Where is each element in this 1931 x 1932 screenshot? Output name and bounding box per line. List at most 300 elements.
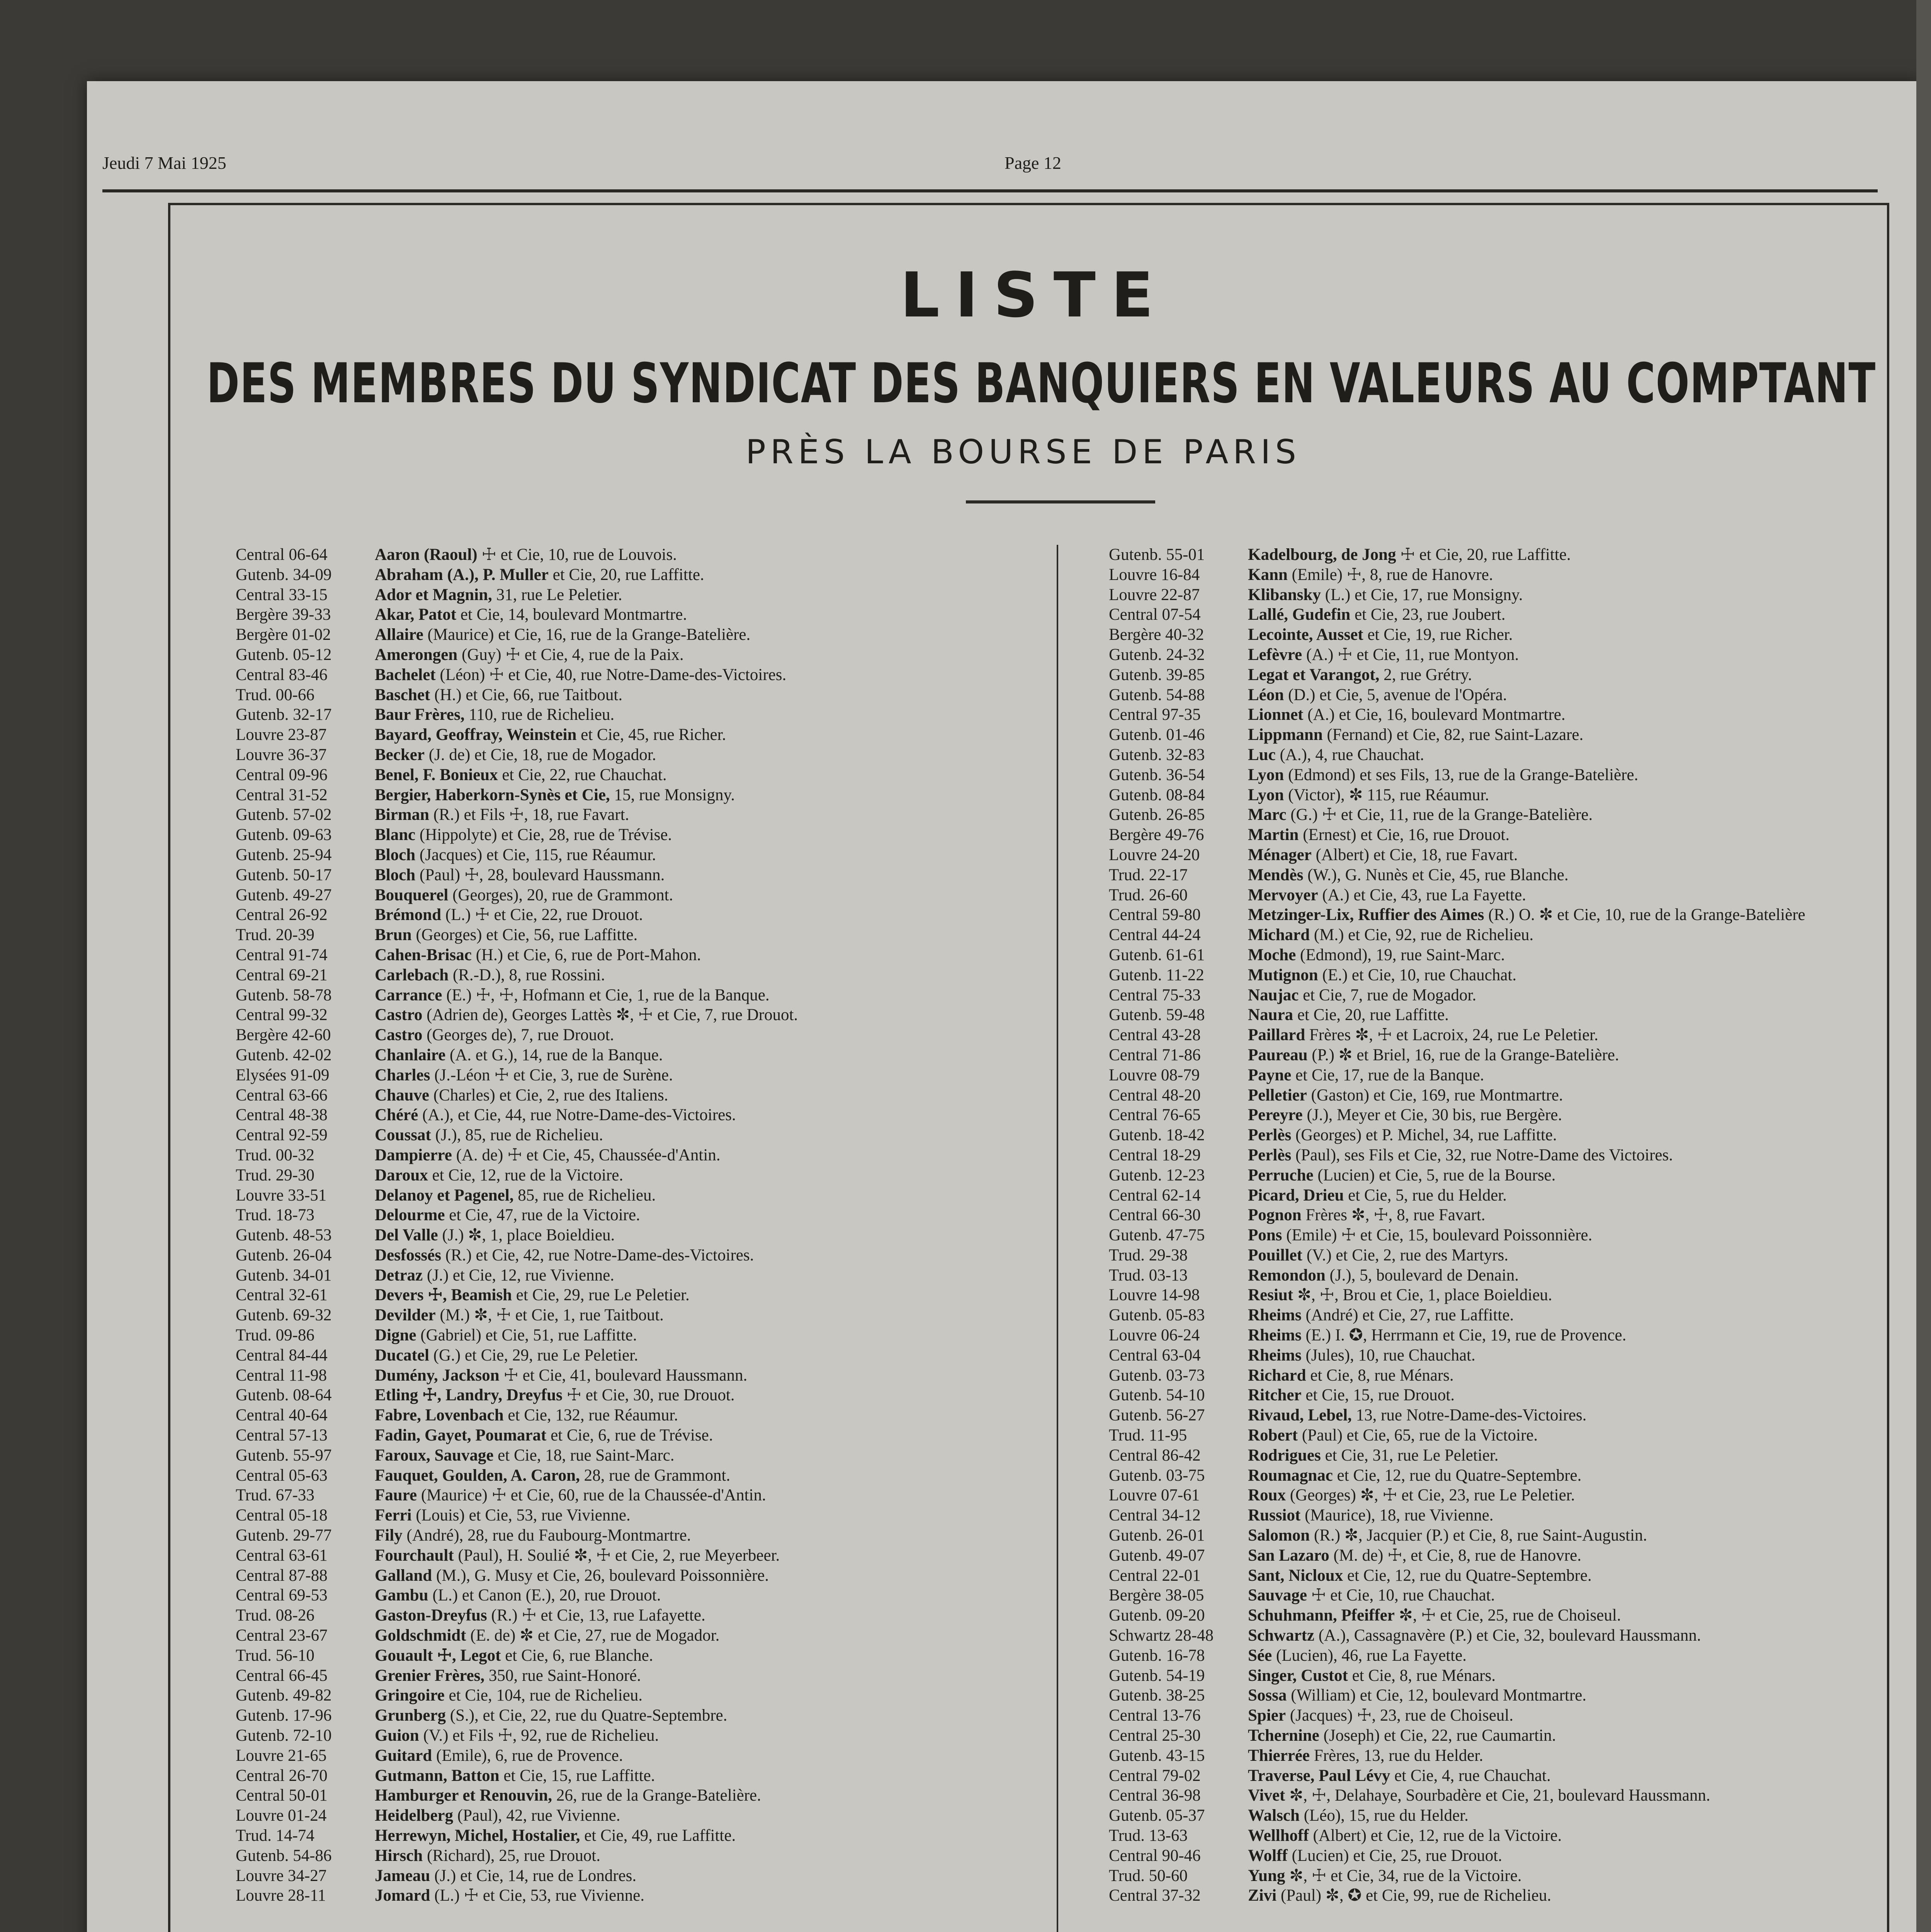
member-name: Birman xyxy=(375,806,429,824)
member-address: (Ernest) et Cie, 16, rue Drouot. xyxy=(1299,826,1510,844)
member-entry xyxy=(1109,885,1878,905)
member-phone: Gutenb. 17-96 xyxy=(236,1706,332,1725)
member-address: (Richard), 25, rue Drouot. xyxy=(423,1846,600,1865)
member-phone: Trud. 50-60 xyxy=(1109,1866,1188,1885)
member-entry xyxy=(236,1045,1055,1065)
member-name: Coussat xyxy=(375,1126,431,1145)
member-phone: Central 07-54 xyxy=(1109,605,1201,624)
member-address: (Jules), 10, rue Chauchat. xyxy=(1301,1346,1475,1364)
member-address: (R.-D.), 8, rue Rossini. xyxy=(449,966,605,984)
member-phone: Gutenb. 05-37 xyxy=(1109,1806,1205,1825)
member-address: ☩ et Cie, 30, rue Drouot. xyxy=(562,1386,735,1405)
member-name: Salomon xyxy=(1248,1526,1310,1545)
member-phone: Central 79-02 xyxy=(1109,1766,1201,1785)
member-name: Paureau xyxy=(1248,1046,1308,1064)
member-name: Ducatel xyxy=(375,1346,429,1364)
member-phone: Gutenb. 18-42 xyxy=(1109,1126,1205,1145)
member-name: Faure xyxy=(375,1486,417,1505)
member-phone: Louvre 01-24 xyxy=(236,1806,327,1825)
member-phone: Trud. 18-73 xyxy=(236,1206,314,1225)
member-name: Herrewyn, Michel, Hostalier, xyxy=(375,1827,580,1845)
member-address: (V.) et Fils ☩, 92, rue de Richelieu. xyxy=(419,1726,659,1745)
member-name: Allaire xyxy=(375,626,423,644)
member-address: (G.) ☩ et Cie, 11, rue de la Grange-Batelière. xyxy=(1286,806,1593,824)
member-entry xyxy=(236,1485,1055,1505)
member-name: Bergier, Haberkorn-Synès et Cie, xyxy=(375,786,610,804)
member-name: Cahen-Brisac xyxy=(375,946,472,964)
member-address: (Paul), H. Soulié ✼, ☩ et Cie, 2, rue Meyerbeer. xyxy=(454,1546,780,1565)
member-entry xyxy=(1109,605,1878,625)
member-address: et Cie, 19, rue Richer. xyxy=(1363,626,1513,644)
member-name: Goldschmidt xyxy=(375,1626,466,1645)
member-phone: Central 22-01 xyxy=(1109,1566,1201,1585)
member-entry xyxy=(1109,705,1878,725)
member-name: Picard, Drieu xyxy=(1248,1186,1344,1204)
member-phone: Gutenb. 24-32 xyxy=(1109,645,1205,664)
member-address: et Cie, 23, rue Joubert. xyxy=(1350,605,1506,624)
member-name: Wolff xyxy=(1248,1846,1288,1865)
member-phone: Gutenb. 26-01 xyxy=(1109,1526,1205,1545)
member-entry xyxy=(1109,1305,1878,1325)
member-name: Sée xyxy=(1248,1646,1272,1665)
member-entry xyxy=(1109,625,1878,645)
member-entry xyxy=(1109,1105,1878,1125)
member-phone: Gutenb. 26-04 xyxy=(236,1246,332,1264)
member-address: (Maurice), 18, rue Vivienne. xyxy=(1300,1506,1494,1525)
member-entry xyxy=(1109,1546,1878,1566)
member-phone: Trud. 29-30 xyxy=(236,1166,314,1184)
member-name: Gaston-Dreyfus xyxy=(375,1606,487,1625)
member-phone: Trud. 09-86 xyxy=(236,1326,314,1345)
member-phone: Central 92-59 xyxy=(236,1126,328,1145)
member-phone: Gutenb. 49-27 xyxy=(236,886,332,904)
member-phone: Central 63-66 xyxy=(236,1086,328,1104)
member-entry xyxy=(236,1646,1055,1666)
member-phone: Louvre 08-79 xyxy=(1109,1066,1200,1084)
member-name: Mendès xyxy=(1248,866,1304,884)
member-name: Lecointe, Ausset xyxy=(1248,626,1363,644)
member-address: (M. de) ☩, et Cie, 8, rue de Hanovre. xyxy=(1329,1546,1581,1565)
member-address: (V.) et Cie, 2, rue des Martyrs. xyxy=(1302,1246,1508,1264)
member-name: Luc xyxy=(1248,745,1276,764)
member-entry xyxy=(236,1225,1055,1245)
member-entry xyxy=(1109,725,1878,745)
member-phone: Louvre 21-65 xyxy=(236,1746,327,1765)
member-name: Legat et Varangot, xyxy=(1248,665,1380,684)
member-name: Chanlaire xyxy=(375,1046,446,1064)
member-address: et Cie, 12, rue du Quatre-Septembre. xyxy=(1333,1466,1582,1485)
member-address: (Charles) et Cie, 2, rue des Italiens. xyxy=(429,1086,668,1104)
member-address: (Albert) et Cie, 12, rue de la Victoire. xyxy=(1309,1827,1562,1845)
member-entry xyxy=(236,1305,1055,1325)
member-name: Brémond xyxy=(375,906,441,924)
member-entry xyxy=(236,1385,1055,1405)
member-entry xyxy=(236,785,1055,805)
member-entry xyxy=(1109,1366,1878,1386)
member-phone: Gutenb. 03-75 xyxy=(1109,1466,1205,1485)
member-entry xyxy=(1109,1786,1878,1806)
member-entry xyxy=(1109,1405,1878,1425)
member-phone: Gutenb. 38-25 xyxy=(1109,1686,1205,1705)
member-entry xyxy=(236,1746,1055,1766)
member-phone: Trud. 00-66 xyxy=(236,685,314,704)
member-entry xyxy=(1109,1485,1878,1505)
member-phone: Central 26-70 xyxy=(236,1766,328,1785)
member-name: Jomard xyxy=(375,1886,430,1905)
member-phone: Central 97-35 xyxy=(1109,706,1201,724)
member-phone: Central 11-98 xyxy=(236,1366,327,1384)
members-list-left xyxy=(236,545,1055,1932)
member-entry xyxy=(1109,1666,1878,1686)
members-list-right xyxy=(1109,545,1878,1932)
member-entry xyxy=(236,1585,1055,1605)
member-address: (R.) et Fils ☩, 18, rue Favart. xyxy=(429,806,629,824)
member-name: Singer, Custot xyxy=(1248,1666,1348,1685)
member-phone: Central 57-13 xyxy=(236,1426,328,1445)
member-phone: Bergère 40-32 xyxy=(1109,626,1204,644)
member-name: Carrance xyxy=(375,986,442,1004)
member-phone: Central 63-04 xyxy=(1109,1346,1201,1364)
member-address: et Cie, 18, rue Saint-Marc. xyxy=(493,1446,675,1464)
member-address: et Cie, 20, rue Laffitte. xyxy=(548,565,704,584)
member-address: (M.) et Cie, 92, rue de Richelieu. xyxy=(1310,926,1534,944)
member-name: Chauve xyxy=(375,1086,429,1104)
member-address: (Hippolyte) et Cie, 28, rue de Trévise. xyxy=(415,826,672,844)
member-address: (William) et Cie, 12, boulevard Montmartre. xyxy=(1287,1686,1587,1705)
member-entry xyxy=(1109,905,1878,925)
member-entry xyxy=(236,685,1055,705)
member-phone: Louvre 23-87 xyxy=(236,726,327,744)
member-address: ☩ et Cie, 20, rue Laffitte. xyxy=(1396,546,1571,564)
member-address: (André), 28, rue du Faubourg-Montmartre. xyxy=(402,1526,691,1545)
member-phone: Central 33-15 xyxy=(236,585,328,604)
member-name: Traverse, Paul Lévy xyxy=(1248,1766,1390,1785)
member-name: Bloch xyxy=(375,845,416,864)
member-phone: Central 18-29 xyxy=(1109,1146,1201,1164)
member-address: (Paul), 42, rue Vivienne. xyxy=(453,1806,620,1825)
member-entry xyxy=(1109,1285,1878,1305)
member-name: Paillard xyxy=(1248,1026,1305,1044)
member-address: (A. et G.), 14, rue de la Banque. xyxy=(445,1046,663,1064)
member-name: Ménager xyxy=(1248,845,1312,864)
member-name: Mervoyer xyxy=(1248,886,1318,904)
member-name: Blanc xyxy=(375,826,416,844)
member-address: ✼, ☩ et Cie, 25, rue de Choiseul. xyxy=(1394,1606,1621,1625)
member-address: (Albert) et Cie, 18, rue Favart. xyxy=(1311,845,1518,864)
member-name: Dumény, Jackson xyxy=(375,1366,500,1384)
member-name: Heidelberg xyxy=(375,1806,454,1825)
member-phone: Gutenb. 54-19 xyxy=(1109,1666,1205,1685)
member-entry xyxy=(236,945,1055,965)
member-phone: Trud. 00-32 xyxy=(236,1146,314,1164)
member-entry xyxy=(236,645,1055,665)
member-name: Sant, Nicloux xyxy=(1248,1566,1343,1585)
member-phone: Gutenb. 69-32 xyxy=(236,1306,332,1325)
member-name: Gutmann, Batton xyxy=(375,1766,500,1785)
member-entry xyxy=(1109,785,1878,805)
member-entry xyxy=(1109,1145,1878,1165)
member-address: et Cie, 132, rue Réaumur. xyxy=(503,1406,678,1425)
member-address: (Léo), 15, rue du Helder. xyxy=(1299,1806,1469,1825)
member-phone: Gutenb. 43-15 xyxy=(1109,1746,1205,1765)
member-entry xyxy=(236,1726,1055,1746)
member-phone: Gutenb. 34-01 xyxy=(236,1266,332,1284)
member-phone: Trud. 13-63 xyxy=(1109,1827,1188,1845)
member-name: Moche xyxy=(1248,946,1296,964)
member-phone: Gutenb. 50-17 xyxy=(236,866,332,884)
member-address: et Cie, 22, rue Chauchat. xyxy=(498,765,667,784)
member-name: Castro xyxy=(375,1026,423,1044)
member-address: et Cie, 45, rue Richer. xyxy=(576,726,726,744)
member-address: (L.) ☩ et Cie, 53, rue Vivienne. xyxy=(430,1886,644,1905)
member-name: Rodrigues xyxy=(1248,1446,1321,1464)
member-entry xyxy=(236,625,1055,645)
member-address: (W.), G. Nunès et Cie, 45, rue Blanche. xyxy=(1303,866,1569,884)
member-entry xyxy=(1109,1505,1878,1526)
member-phone: Gutenb. 39-85 xyxy=(1109,665,1205,684)
member-address: (Georges de), 7, rue Drouot. xyxy=(422,1026,614,1044)
member-name: Grunberg xyxy=(375,1706,446,1725)
member-entry xyxy=(1109,1225,1878,1245)
member-address: (A.), 4, rue Chauchat. xyxy=(1275,745,1424,764)
member-address: (S.), et Cie, 22, rue du Quatre-Septembre. xyxy=(445,1706,728,1725)
member-phone: Gutenb. 09-20 xyxy=(1109,1606,1205,1625)
member-name: Aaron (Raoul) xyxy=(375,546,478,564)
member-name: Fabre, Lovenbach xyxy=(375,1406,504,1425)
member-address: et Cie, 17, rue de la Banque. xyxy=(1291,1066,1484,1084)
member-name: Gambu xyxy=(375,1586,428,1605)
member-address: (E. de) ✼ et Cie, 27, rue de Mogador. xyxy=(466,1626,720,1645)
member-address: et Cie, 104, rue de Richelieu. xyxy=(444,1686,643,1705)
member-name: Perlès xyxy=(1248,1126,1292,1145)
member-address: (Léon) ☩ et Cie, 40, rue Notre-Dame-des-Victoires. xyxy=(435,665,787,684)
member-name: Bachelet xyxy=(375,665,436,684)
member-entry xyxy=(1109,1165,1878,1185)
member-phone: Central 37-32 xyxy=(1109,1886,1201,1905)
member-phone: Louvre 24-20 xyxy=(1109,845,1200,864)
title-rule xyxy=(966,500,1155,503)
member-address: (R.) ☩ et Cie, 13, rue Lafayette. xyxy=(487,1606,705,1625)
member-entry xyxy=(236,905,1055,925)
member-phone: Central 90-46 xyxy=(1109,1846,1201,1865)
member-entry xyxy=(1109,1245,1878,1265)
member-address: (G.) et Cie, 29, rue Le Peletier. xyxy=(429,1346,638,1364)
member-entry xyxy=(236,705,1055,725)
member-address: et Cie, 12, rue de la Victoire. xyxy=(428,1166,624,1184)
member-entry xyxy=(236,1846,1055,1866)
member-name: Robert xyxy=(1248,1426,1298,1445)
member-phone: Central 99-32 xyxy=(236,1006,328,1024)
member-address: (J.), 85, rue de Richelieu. xyxy=(431,1126,603,1145)
member-name: Sauvage xyxy=(1248,1586,1307,1605)
member-entry xyxy=(236,805,1055,825)
member-address: (L.) et Cie, 17, rue Monsigny. xyxy=(1321,585,1523,604)
member-phone: Louvre 07-61 xyxy=(1109,1486,1200,1505)
member-address: (M.) ✼, ☩ et Cie, 1, rue Taitbout. xyxy=(435,1306,664,1325)
member-name: Metzinger-Lix, Ruffier des Aimes xyxy=(1248,906,1484,924)
member-phone: Central 44-24 xyxy=(1109,926,1201,944)
member-phone: Gutenb. 05-83 xyxy=(1109,1306,1205,1325)
member-phone: Gutenb. 57-02 xyxy=(236,806,332,824)
member-entry xyxy=(1109,1706,1878,1726)
member-entry xyxy=(236,1265,1055,1286)
member-address: (Edmond) et ses Fils, 13, rue de la Grange-Batelière. xyxy=(1284,765,1639,784)
member-name: Resiut xyxy=(1248,1286,1294,1304)
member-name: Lyon xyxy=(1248,765,1284,784)
member-name: Fily xyxy=(375,1526,403,1545)
member-entry xyxy=(236,1025,1055,1045)
member-address: 350, rue Saint-Honoré. xyxy=(484,1666,641,1685)
member-entry xyxy=(1109,1746,1878,1766)
member-entry xyxy=(1109,825,1878,845)
member-address: (Gabriel) et Cie, 51, rue Laffitte. xyxy=(416,1326,637,1345)
member-entry xyxy=(236,825,1055,845)
member-entry xyxy=(1109,1466,1878,1486)
member-address: (Gaston) et Cie, 169, rue Montmartre. xyxy=(1307,1086,1563,1104)
member-entry xyxy=(1109,805,1878,825)
member-name: Michard xyxy=(1248,926,1310,944)
member-phone: Trud. 08-26 xyxy=(236,1606,314,1625)
member-entry xyxy=(236,1405,1055,1425)
member-entry xyxy=(236,1666,1055,1686)
member-entry xyxy=(236,1085,1055,1105)
member-address: (Georges) et P. Michel, 34, rue Laffitte. xyxy=(1291,1126,1557,1145)
member-name: Sossa xyxy=(1248,1686,1287,1705)
member-entry xyxy=(1109,1646,1878,1666)
member-address: (André) et Cie, 27, rue Laffitte. xyxy=(1301,1306,1514,1325)
member-phone: Central 50-01 xyxy=(236,1786,328,1805)
member-entry xyxy=(236,965,1055,985)
member-address: et Cie, 8, rue Ménars. xyxy=(1348,1666,1496,1685)
member-entry xyxy=(1109,1886,1878,1906)
member-phone: Bergère 42-60 xyxy=(236,1026,331,1044)
member-phone: Central 23-67 xyxy=(236,1626,328,1645)
member-name: Remondon xyxy=(1248,1266,1326,1284)
member-name: Fauquet, Goulden, A. Caron, xyxy=(375,1466,580,1485)
member-entry xyxy=(236,765,1055,785)
member-name: Kadelbourg, de Jong xyxy=(1248,546,1396,564)
member-entry xyxy=(236,1125,1055,1145)
member-phone: Trud. 26-60 xyxy=(1109,886,1188,904)
member-phone: Central 31-52 xyxy=(236,786,328,804)
member-phone: Gutenb. 42-02 xyxy=(236,1046,332,1064)
page-fold-shadow xyxy=(1916,0,1931,1932)
member-address: (J.), 5, boulevard de Denain. xyxy=(1325,1266,1519,1284)
member-phone: Gutenb. 16-78 xyxy=(1109,1646,1205,1665)
member-name: Brun xyxy=(375,926,412,944)
member-name: Walsch xyxy=(1248,1806,1300,1825)
member-entry xyxy=(236,1105,1055,1125)
member-entry xyxy=(236,885,1055,905)
member-phone: Gutenb. 49-82 xyxy=(236,1686,332,1705)
member-phone: Gutenb. 36-54 xyxy=(1109,765,1205,784)
member-entry xyxy=(236,545,1055,565)
member-address: 85, rue de Richelieu. xyxy=(513,1186,656,1204)
member-name: Spier xyxy=(1248,1706,1286,1725)
member-address: 13, rue Notre-Dame-des-Victoires. xyxy=(1351,1406,1587,1425)
member-address: (Maurice) et Cie, 16, rue de la Grange-Batelière. xyxy=(423,626,751,644)
member-address: (R.) O. ✼ et Cie, 10, rue de la Grange-Batelière xyxy=(1484,906,1805,924)
member-name: Guion xyxy=(375,1726,419,1745)
member-entry xyxy=(236,585,1055,605)
member-entry xyxy=(1109,1806,1878,1826)
member-entry xyxy=(1109,645,1878,665)
member-entry xyxy=(236,1766,1055,1786)
title-liste: LISTE xyxy=(900,259,1169,331)
member-address: (Lucien) et Cie, 5, rue de la Bourse. xyxy=(1313,1166,1556,1184)
member-phone: Trud. 22-17 xyxy=(1109,866,1188,884)
member-name: Richard xyxy=(1248,1366,1306,1384)
member-phone: Schwartz 28-48 xyxy=(1109,1626,1214,1645)
member-entry xyxy=(1109,1726,1878,1746)
member-entry xyxy=(1109,1566,1878,1586)
member-phone: Trud. 56-10 xyxy=(236,1646,314,1665)
member-phone: Bergère 49-76 xyxy=(1109,826,1204,844)
member-name: Perruche xyxy=(1248,1166,1314,1184)
member-phone: Gutenb. 54-88 xyxy=(1109,685,1205,704)
member-phone: Gutenb. 29-77 xyxy=(236,1526,332,1545)
member-address: (E.) et Cie, 10, rue Chauchat. xyxy=(1318,966,1517,984)
member-entry xyxy=(1109,845,1878,865)
member-entry xyxy=(1109,865,1878,885)
member-phone: Gutenb. 58-78 xyxy=(236,986,332,1004)
member-phone: Central 40-64 xyxy=(236,1406,328,1425)
member-address: et Cie, 20, rue Laffitte. xyxy=(1293,1006,1449,1024)
member-address: (A. de) ☩ et Cie, 45, Chaussée-d'Antin. xyxy=(452,1146,721,1164)
member-entry xyxy=(236,1605,1055,1626)
member-name: Pouillet xyxy=(1248,1246,1302,1264)
member-address: et Cie, 4, rue Chauchat. xyxy=(1390,1766,1551,1785)
member-phone: Gutenb. 09-63 xyxy=(236,826,332,844)
member-name: Digne xyxy=(375,1326,416,1345)
member-phone: Bergère 01-02 xyxy=(236,626,331,644)
member-address: et Cie, 12, rue du Quatre-Septembre. xyxy=(1343,1566,1592,1585)
member-phone: Central 13-76 xyxy=(1109,1706,1201,1725)
member-address: (Jacques) ☩, 23, rue de Choiseul. xyxy=(1285,1706,1513,1725)
member-name: Lionnet xyxy=(1248,706,1304,724)
header-rule xyxy=(102,189,1878,192)
member-phone: Central 62-14 xyxy=(1109,1186,1201,1204)
member-entry xyxy=(236,1886,1055,1906)
member-name: Lefèvre xyxy=(1248,645,1302,664)
member-address: et Cie, 15, rue Laffitte. xyxy=(499,1766,655,1785)
member-address: (J.-Léon ☩ et Cie, 3, rue de Surène. xyxy=(430,1066,673,1084)
member-entry xyxy=(236,1446,1055,1466)
member-address: et Cie, 14, boulevard Montmartre. xyxy=(456,605,687,624)
member-entry xyxy=(236,1706,1055,1726)
member-name: Baur Frères, xyxy=(375,706,465,724)
member-address: (Georges) ✼, ☩ et Cie, 23, rue Le Peletier. xyxy=(1285,1486,1575,1505)
member-entry xyxy=(236,985,1055,1005)
member-name: Devilder xyxy=(375,1306,436,1325)
member-address: ✼, ☩, Delahaye, Sourbadère et Cie, 21, boulevard Haussmann. xyxy=(1285,1786,1710,1805)
page-number: Page 12 xyxy=(1005,153,1061,173)
member-entry xyxy=(1109,1125,1878,1145)
member-phone: Central 86-42 xyxy=(1109,1446,1201,1464)
member-address: (J.) ✼, 1, place Boieldieu. xyxy=(438,1226,615,1245)
member-phone: Central 06-64 xyxy=(236,546,328,564)
member-name: Bouquerel xyxy=(375,886,449,904)
member-name: Tchernine xyxy=(1248,1726,1319,1745)
member-entry xyxy=(236,745,1055,765)
member-address: (Maurice) ☩ et Cie, 60, rue de la Chaussée-d'Antin. xyxy=(417,1486,766,1505)
member-entry xyxy=(236,1245,1055,1265)
member-address: (A.) et Cie, 16, boulevard Montmartre. xyxy=(1303,706,1566,724)
member-phone: Central 34-12 xyxy=(1109,1506,1201,1525)
member-phone: Louvre 33-51 xyxy=(236,1186,327,1204)
member-name: Galland xyxy=(375,1566,432,1585)
member-name: Lallé, Gudefin xyxy=(1248,605,1351,624)
